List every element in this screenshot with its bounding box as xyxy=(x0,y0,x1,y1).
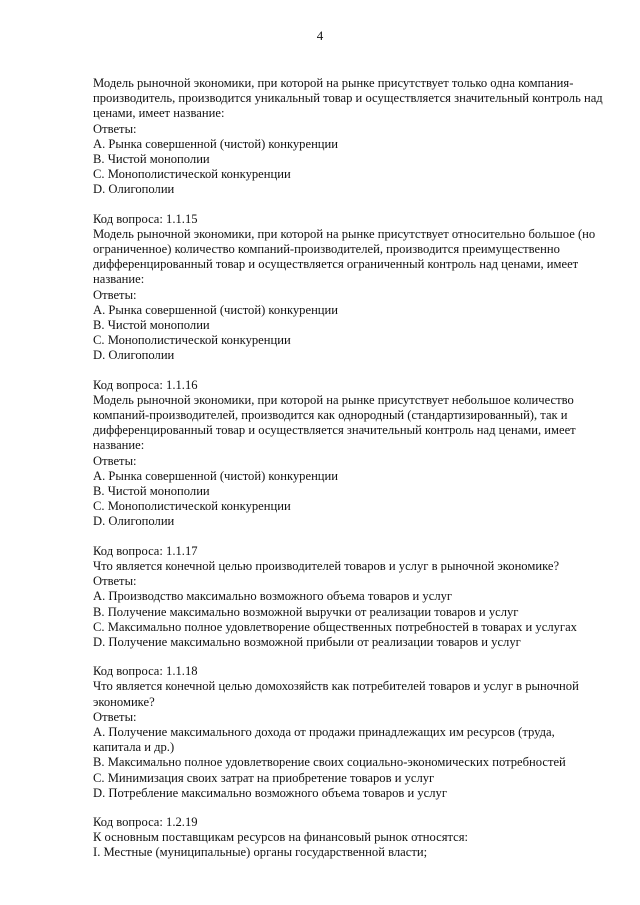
question-text: Модель рыночной экономики, при которой на рынке присутствует относительно большое (но ограниченное) количество компаний-производителей, производится преимущественно дифференцированный товар и осуществляется ограниченный контроль над ценами, имеет название: xyxy=(93,226,596,287)
answer-a: A. Рынка совершенной (чистой) конкуренции xyxy=(93,136,339,151)
question-code: Код вопроса: 1.1.17 xyxy=(93,543,198,558)
answers-label: Ответы: xyxy=(93,121,137,136)
question-block-1-2-19 xyxy=(93,815,605,861)
answer-b: B. Чистой монополии xyxy=(93,318,210,333)
question-block-1 xyxy=(93,76,605,198)
answer-d: D. Получение максимально возможной прибыли от реализации товаров и услуг xyxy=(93,634,521,649)
answer-c: C. Минимизация своих затрат на приобретение товаров и услуг xyxy=(93,770,435,785)
question-text: Модель рыночной экономики, при которой на рынке присутствует только одна компания-производитель, производится уникальный товар и осуществляется значительный контроль над ценами, имеет название: xyxy=(93,76,603,121)
answer-d: D. Потребление максимально возможного объема товаров и услуг xyxy=(93,785,448,800)
answer-c: C. Монополистической конкуренции xyxy=(93,499,291,514)
answer-d: D. Олигополии xyxy=(93,514,175,529)
answers-label: Ответы: xyxy=(93,574,137,589)
question-text: Что является конечной целью производителей товаров и услуг в рыночной экономике? xyxy=(93,558,560,573)
question-code: Код вопроса: 1.1.18 xyxy=(93,664,198,679)
answer-b: B. Чистой монополии xyxy=(93,484,210,499)
question-block-1-1-17 xyxy=(93,544,605,650)
answers-label: Ответы: xyxy=(93,287,137,302)
question-text: К основным поставщикам ресурсов на финансовый рынок относятся: xyxy=(93,830,469,845)
question-text: Что является конечной целью домохозяйств как потребителей товаров и услуг в рыночной экономике? xyxy=(93,679,579,709)
answer-a: A. Рынка совершенной (чистой) конкуренции xyxy=(93,468,339,483)
answer-d: D. Олигополии xyxy=(93,348,175,363)
question-block-1-1-18 xyxy=(93,664,605,801)
answer-c: C. Монополистической конкуренции xyxy=(93,167,291,182)
answer-a: A. Рынка совершенной (чистой) конкуренции xyxy=(93,302,339,317)
answer-c: C. Монополистической конкуренции xyxy=(93,333,291,348)
answer-a: A. Производство максимально возможного объема товаров и услуг xyxy=(93,589,453,604)
answer-b: B. Максимально полное удовлетворение своих социально-экономических потребностей xyxy=(93,755,566,770)
answers-label: Ответы: xyxy=(93,453,137,468)
answer-b: B. Чистой монополии xyxy=(93,152,210,167)
document-body xyxy=(93,76,605,875)
question-block-1-1-16 xyxy=(93,378,605,530)
question-code: Код вопроса: 1.1.16 xyxy=(93,377,198,392)
question-code: Код вопроса: 1.2.19 xyxy=(93,814,198,829)
question-code: Код вопроса: 1.1.15 xyxy=(93,211,198,226)
answer-b: B. Получение максимально возможной выручки от реализации товаров и услуг xyxy=(93,604,519,619)
answers-label: Ответы: xyxy=(93,709,137,724)
answer-i: I. Местные (муниципальные) органы государственной власти; xyxy=(93,845,428,860)
answer-d: D. Олигополии xyxy=(93,182,175,197)
answer-c: C. Максимально полное удовлетворение общественных потребностей в товарах и услугах xyxy=(93,619,577,634)
question-text: Модель рыночной экономики, при которой на рынке присутствует небольшое количество компаний-производителей, производится как однородный (стандартизированный), так и дифференцированный товар и осуществляется значительный контроль над ценами, имеет название: xyxy=(93,392,576,453)
question-block-1-1-15 xyxy=(93,212,605,364)
answer-a: A. Получение максимального дохода от продажи принадлежащих им ресурсов (труда, капитала и др.) xyxy=(93,724,555,755)
page-number: 4 xyxy=(316,28,324,43)
